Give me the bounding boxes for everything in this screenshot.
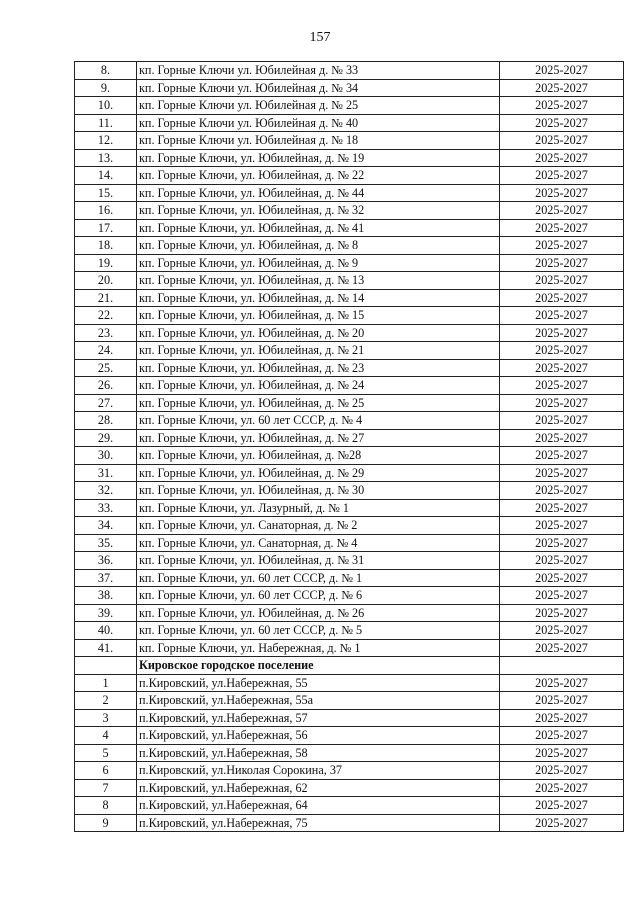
row-address: п.Кировский, ул.Набережная, 56: [137, 727, 500, 745]
row-years: 2025-2027: [500, 569, 624, 587]
row-address: кп. Горные Ключи, ул. Юбилейная, д. № 41: [137, 219, 500, 237]
table-row: [75, 149, 624, 167]
table-row: [75, 237, 624, 255]
row-address: кп. Горные Ключи ул. Юбилейная д. № 18: [137, 132, 500, 150]
row-address: кп. Горные Ключи, ул. Юбилейная, д. № 25: [137, 394, 500, 412]
section-row: [75, 657, 624, 675]
row-number: 38.: [75, 587, 137, 605]
row-years: 2025-2027: [500, 797, 624, 815]
row-years: 2025-2027: [500, 342, 624, 360]
row-number: 27.: [75, 394, 137, 412]
row-number: 40.: [75, 622, 137, 640]
row-years: 2025-2027: [500, 692, 624, 710]
row-years: 2025-2027: [500, 709, 624, 727]
table-row: [75, 324, 624, 342]
row-years: 2025-2027: [500, 237, 624, 255]
row-address: кп. Горные Ключи ул. Юбилейная д. № 40: [137, 114, 500, 132]
row-years: 2025-2027: [500, 464, 624, 482]
table-row: [75, 254, 624, 272]
table-row: [75, 499, 624, 517]
row-address: кп. Горные Ключи, ул. 60 лет СССР, д. № 4: [137, 412, 500, 430]
row-years: 2025-2027: [500, 202, 624, 220]
row-address: кп. Горные Ключи, ул. Юбилейная, д. № 44: [137, 184, 500, 202]
table-row: [75, 552, 624, 570]
row-address: п.Кировский, ул.Набережная, 62: [137, 779, 500, 797]
row-address: кп. Горные Ключи, ул. Лазурный, д. № 1: [137, 499, 500, 517]
row-address: кп. Горные Ключи ул. Юбилейная д. № 33: [137, 62, 500, 80]
section-title: Кировское городское поселение: [137, 657, 500, 675]
table-row: [75, 464, 624, 482]
table-row: [75, 184, 624, 202]
row-number: 30.: [75, 447, 137, 465]
row-address: кп. Горные Ключи, ул. Юбилейная, д. № 23: [137, 359, 500, 377]
row-address: п.Кировский, ул.Набережная, 57: [137, 709, 500, 727]
row-years: 2025-2027: [500, 429, 624, 447]
row-years: 2025-2027: [500, 412, 624, 430]
row-address: кп. Горные Ключи, ул. Юбилейная, д. № 14: [137, 289, 500, 307]
row-address: кп. Горные Ключи, ул. 60 лет СССР, д. № 5: [137, 622, 500, 640]
row-years: 2025-2027: [500, 587, 624, 605]
row-number: 20.: [75, 272, 137, 290]
row-years: 2025-2027: [500, 272, 624, 290]
table-row: [75, 779, 624, 797]
row-number: 25.: [75, 359, 137, 377]
table-row: [75, 132, 624, 150]
row-address: кп. Горные Ключи, ул. Юбилейная, д. №28: [137, 447, 500, 465]
table-row: [75, 62, 624, 80]
row-years: 2025-2027: [500, 132, 624, 150]
row-years: 2025-2027: [500, 184, 624, 202]
row-number: 8.: [75, 62, 137, 80]
row-number: 2: [75, 692, 137, 710]
table-row: [75, 202, 624, 220]
row-number: 14.: [75, 167, 137, 185]
row-address: п.Кировский, ул.Набережная, 55а: [137, 692, 500, 710]
row-years: 2025-2027: [500, 167, 624, 185]
row-address: кп. Горные Ключи, ул. 60 лет СССР, д. № 1: [137, 569, 500, 587]
row-years: 2025-2027: [500, 79, 624, 97]
table-row: [75, 272, 624, 290]
row-number: 35.: [75, 534, 137, 552]
table-row: [75, 674, 624, 692]
row-years: 2025-2027: [500, 254, 624, 272]
row-address: кп. Горные Ключи, ул. Юбилейная, д. № 31: [137, 552, 500, 570]
table-row: [75, 744, 624, 762]
section-num-cell: [75, 657, 137, 675]
row-years: 2025-2027: [500, 622, 624, 640]
row-address: кп. Горные Ключи ул. Юбилейная д. № 25: [137, 97, 500, 115]
row-address: кп. Горные Ключи, ул. Юбилейная, д. № 19: [137, 149, 500, 167]
row-number: 6: [75, 762, 137, 780]
table-row: [75, 622, 624, 640]
table-row: [75, 587, 624, 605]
table-row: [75, 569, 624, 587]
row-number: 3: [75, 709, 137, 727]
row-number: 34.: [75, 517, 137, 535]
table-row: [75, 429, 624, 447]
row-number: 10.: [75, 97, 137, 115]
row-number: 1: [75, 674, 137, 692]
row-address: п.Кировский, ул.Набережная, 64: [137, 797, 500, 815]
row-number: 4: [75, 727, 137, 745]
table-row: [75, 692, 624, 710]
row-address: кп. Горные Ключи, ул. Юбилейная, д. № 32: [137, 202, 500, 220]
row-number: 37.: [75, 569, 137, 587]
row-number: 31.: [75, 464, 137, 482]
row-address: п.Кировский, ул.Набережная, 58: [137, 744, 500, 762]
table-row: [75, 412, 624, 430]
row-address: п.Кировский, ул.Николая Сорокина, 37: [137, 762, 500, 780]
row-number: 8: [75, 797, 137, 815]
row-address: кп. Горные Ключи, ул. Юбилейная, д. № 22: [137, 167, 500, 185]
row-number: 13.: [75, 149, 137, 167]
row-address: кп. Горные Ключи, ул. Юбилейная, д. № 8: [137, 237, 500, 255]
row-years: 2025-2027: [500, 394, 624, 412]
section-header-body: [75, 657, 624, 675]
row-address: кп. Горные Ключи, ул. Юбилейная, д. № 29: [137, 464, 500, 482]
row-years: 2025-2027: [500, 534, 624, 552]
housing-table: [74, 61, 624, 832]
table-row: [75, 377, 624, 395]
table-body-part2: [75, 674, 624, 832]
table-row: [75, 307, 624, 325]
row-years: 2025-2027: [500, 727, 624, 745]
row-address: кп. Горные Ключи, ул. Санаторная, д. № 2: [137, 517, 500, 535]
table-row: [75, 639, 624, 657]
table-row: [75, 762, 624, 780]
table-row: [75, 447, 624, 465]
row-years: 2025-2027: [500, 499, 624, 517]
row-number: 41.: [75, 639, 137, 657]
table-row: [75, 114, 624, 132]
row-years: 2025-2027: [500, 377, 624, 395]
row-address: кп. Горные Ключи, ул. Юбилейная, д. № 21: [137, 342, 500, 360]
row-number: 16.: [75, 202, 137, 220]
row-number: 17.: [75, 219, 137, 237]
table-row: [75, 814, 624, 832]
row-address: кп. Горные Ключи, ул. Юбилейная, д. № 20: [137, 324, 500, 342]
row-years: 2025-2027: [500, 674, 624, 692]
row-address: кп. Горные Ключи, ул. Юбилейная, д. № 15: [137, 307, 500, 325]
row-address: п.Кировский, ул.Набережная, 75: [137, 814, 500, 832]
row-address: кп. Горные Ключи, ул. Санаторная, д. № 4: [137, 534, 500, 552]
row-number: 5: [75, 744, 137, 762]
row-number: 23.: [75, 324, 137, 342]
row-address: кп. Горные Ключи, ул. Набережная, д. № 1: [137, 639, 500, 657]
row-number: 24.: [75, 342, 137, 360]
row-years: 2025-2027: [500, 324, 624, 342]
row-years: 2025-2027: [500, 219, 624, 237]
row-number: 12.: [75, 132, 137, 150]
row-years: 2025-2027: [500, 289, 624, 307]
row-number: 22.: [75, 307, 137, 325]
row-years: 2025-2027: [500, 814, 624, 832]
page-number: 157: [309, 30, 331, 45]
row-number: 15.: [75, 184, 137, 202]
row-years: 2025-2027: [500, 97, 624, 115]
section-year-cell: [500, 657, 624, 675]
row-years: 2025-2027: [500, 744, 624, 762]
row-number: 39.: [75, 604, 137, 622]
row-address: кп. Горные Ключи, ул. Юбилейная, д. № 9: [137, 254, 500, 272]
row-number: 11.: [75, 114, 137, 132]
table-row: [75, 797, 624, 815]
table-row: [75, 167, 624, 185]
row-address: кп. Горные Ключи, ул. Юбилейная, д. № 26: [137, 604, 500, 622]
table-row: [75, 359, 624, 377]
table-row: [75, 394, 624, 412]
row-years: 2025-2027: [500, 604, 624, 622]
row-number: 33.: [75, 499, 137, 517]
row-years: 2025-2027: [500, 307, 624, 325]
row-address: кп. Горные Ключи, ул. Юбилейная, д. № 30: [137, 482, 500, 500]
table-row: [75, 97, 624, 115]
row-number: 9.: [75, 79, 137, 97]
row-address: кп. Горные Ключи, ул. Юбилейная, д. № 27: [137, 429, 500, 447]
table-row: [75, 79, 624, 97]
row-years: 2025-2027: [500, 517, 624, 535]
table-row: [75, 482, 624, 500]
row-years: 2025-2027: [500, 779, 624, 797]
table-row: [75, 709, 624, 727]
row-address: кп. Горные Ключи ул. Юбилейная д. № 34: [137, 79, 500, 97]
table-row: [75, 534, 624, 552]
row-address: п.Кировский, ул.Набережная, 55: [137, 674, 500, 692]
row-years: 2025-2027: [500, 447, 624, 465]
row-number: 28.: [75, 412, 137, 430]
row-address: кп. Горные Ключи, ул. Юбилейная, д. № 13: [137, 272, 500, 290]
table-row: [75, 727, 624, 745]
row-number: 18.: [75, 237, 137, 255]
row-number: 7: [75, 779, 137, 797]
row-number: 21.: [75, 289, 137, 307]
row-years: 2025-2027: [500, 359, 624, 377]
row-years: 2025-2027: [500, 639, 624, 657]
row-number: 36.: [75, 552, 137, 570]
table-row: [75, 517, 624, 535]
table-row: [75, 604, 624, 622]
row-years: 2025-2027: [500, 762, 624, 780]
table-row: [75, 342, 624, 360]
table-row: [75, 219, 624, 237]
row-years: 2025-2027: [500, 114, 624, 132]
row-number: 19.: [75, 254, 137, 272]
table-body-part1: [75, 62, 624, 657]
row-address: кп. Горные Ключи, ул. Юбилейная, д. № 24: [137, 377, 500, 395]
table-row: [75, 289, 624, 307]
row-years: 2025-2027: [500, 482, 624, 500]
row-years: 2025-2027: [500, 552, 624, 570]
row-number: 26.: [75, 377, 137, 395]
row-address: кп. Горные Ключи, ул. 60 лет СССР, д. № 6: [137, 587, 500, 605]
row-number: 9: [75, 814, 137, 832]
row-years: 2025-2027: [500, 62, 624, 80]
row-years: 2025-2027: [500, 149, 624, 167]
row-number: 32.: [75, 482, 137, 500]
row-number: 29.: [75, 429, 137, 447]
